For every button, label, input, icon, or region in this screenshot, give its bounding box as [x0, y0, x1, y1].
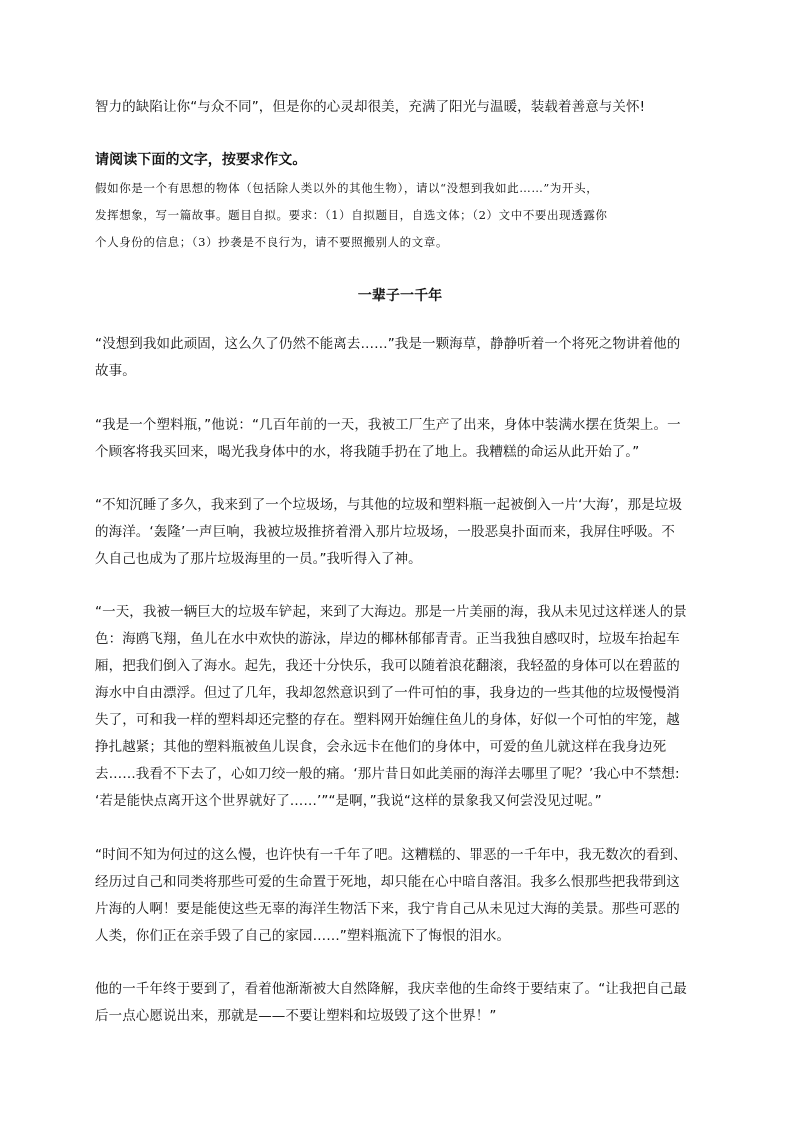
essay-line: “不知沉睡了多久，我来到了一个垃圾场，与其他的垃圾和塑料瓶一起被倒入一片‘大海’，那是垃圾 — [95, 497, 683, 513]
essay-line: 的海洋。‘轰隆’一声巨响，我被垃圾推挤着滑入那片垃圾场，一股恶臭扑面而来，我屏住呼吸。不 — [95, 524, 675, 540]
essay-line: “没想到我如此顽固，这么久了仍然不能离去……”我是一颗海草，静静听着一个将死之物讲着他的 — [95, 336, 681, 352]
essay-line: 个顾客将我买回来，喝光我身体中的水，将我随手扔在了地上。我糟糕的命运从此开始了。” — [95, 444, 640, 460]
prompt-line: 假如你是一个有思想的物体（包括除人类以外的其他生物），请以“没想到我如此……”为开头， — [95, 181, 599, 195]
essay-line: 厢，把我们倒入了海水。起先，我还十分快乐，我可以随着浪花翻滚，我轻盈的身体可以在碧蓝的 — [95, 658, 680, 674]
prompt-line: 发挥想象，写一篇故事。题目自拟。要求：（1）自拟题目，自选文体；（2）文中不要出现透露你 — [95, 208, 608, 222]
essay-line: “时间不知为何过的这么慢，也许快有一千年了吧。这糟糕的、罪恶的一千年中，我无数次的看到、 — [95, 847, 687, 863]
essay-line: 他的一千年终于要到了，看着他渐渐被大自然降解，我庆幸他的生命终于要结束了。“让我把自己最 — [95, 981, 687, 997]
essay-line: 失了，可和我一样的塑料却还完整的存在。塑料网开始缠住鱼儿的身体，好似一个可怕的牢笼，越 — [95, 712, 680, 728]
prompt-line: 个人身份的信息；（3）抄袭是不良行为，请不要照搬别人的文章。 — [95, 235, 449, 249]
essay-line: 经历过自己和同类将那些可爱的生命置于死地，却只能在心中暗自落泪。我多么恨那些把我带到这 — [95, 874, 680, 890]
prompt-heading: 请阅读下面的文字，按要求作文。 — [95, 152, 307, 168]
intro-line: 智力的缺陷让你“与众不同”，但是你的心灵却很美，充满了阳光与温暖，装载着善意与关怀! — [95, 99, 646, 115]
essay-line: 片海的人啊！要是能使这些无辜的海洋生物活下来，我宁肯自己从未见过大海的美景。那些可恶的 — [95, 901, 680, 917]
essay-line: “我是一个塑料瓶，”他说：“几百年前的一天，我被工厂生产了出来，身体中装满水摆在货架上。一 — [95, 417, 681, 433]
essay-line: 后一点心愿说出来，那就是——不要让塑料和垃圾毁了这个世界！” — [95, 1008, 497, 1024]
essay-line: “一天，我被一辆巨大的垃圾车铲起，来到了大海边。那是一片美丽的海，我从未见过这样迷人的景 — [95, 604, 687, 620]
essay-line: 去……我看不下去了，心如刀绞一般的痛。‘那片昔日如此美丽的海洋去哪里了呢？’我心中不禁想: — [95, 766, 680, 782]
essay-line: 久自己也成为了那片垃圾海里的一员。”我听得入了神。 — [95, 551, 422, 567]
essay-line: 人类，你们正在亲手毁了自己的家园……”塑料瓶流下了悔恨的泪水。 — [95, 928, 511, 944]
essay-line: 挣扎越紧；其他的塑料瓶被鱼儿误食，会永远卡在他们的身体中，可爱的鱼儿就这样在我身边死 — [95, 739, 667, 755]
essay-title: 一辈子一千年 — [357, 288, 443, 304]
essay-line: 海水中自由漂浮。但过了几年，我却忽然意识到了一件可怕的事，我身边的一些其他的垃圾慢慢消 — [95, 685, 680, 701]
essay-line: 故事。 — [95, 363, 136, 379]
essay-line: 色：海鸥飞翔，鱼儿在水中欢快的游泳，岸边的椰林郁郁青青。正当我独自感叹时，垃圾车抬起车 — [95, 631, 680, 647]
essay-line: ‘若是能快点离开这个世界就好了……’”“是啊，”我说“这样的景象我又何尝没见过呢。” — [95, 793, 602, 809]
